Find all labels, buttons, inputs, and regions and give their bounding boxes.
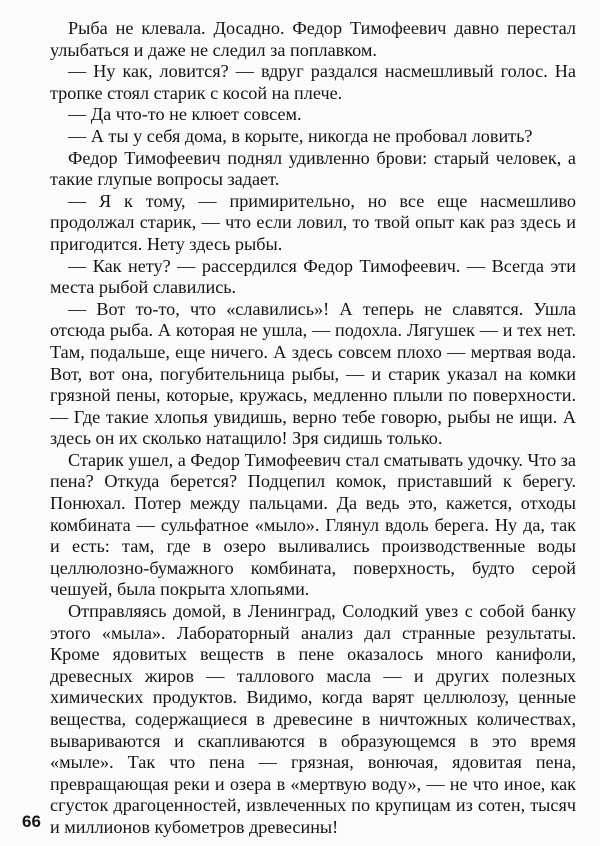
page-number: 66 [22, 812, 41, 831]
paragraph: Отправляясь домой, в Ленинград, Солодкий увез с собой банку этого «мыла». Лабораторный анализ дал странные результаты. Кроме ядовитых веществ в пене оказалось много канифоли, древесных жиров — таллового масла — и других полезных химических продуктов. Видимо, когда варят целлюлозу, ценные вещества, содержащиеся в древесине в ничтожных количествах, вывариваются и скапливаются в образующемся в это время «мыле». Так что пена — грязная, вонючая, ядовитая пена, превращающая реки и озера в «мертвую воду», — не что иное, как сгусток драгоценностей, извлеченных по крупицам из сотен, тысяч и миллионов кубометров древесины! [50, 601, 576, 837]
paragraph: — Да что-то не клюет совсем. [68, 104, 302, 125]
paragraph: Рыба не клевала. Досадно. Федор Тимофеевич давно перестал улыбаться и даже не следил за поплавком. [50, 18, 576, 60]
paragraph: Старик ушел, а Федор Тимофеевич стал сматывать удочку. Что за пена? Откуда берется? Подцепил комок, приставший к берегу. Понюхал. Потер между пальцами. Да ведь это, кажется, отходы комбината — сульфатное «мыло». Глянул вдоль берега. Ну да, так и есть: там, где в озеро выливались производственные воды целлюлозно-бумажного комбината, поверхность, будто серой чешуей, была покрыта хлопьями. [50, 449, 576, 600]
paragraph: — Ну как, ловится? — вдруг раздался насмешливый голос. На тропке стоял старик с косой на плече. [50, 61, 576, 103]
paragraph: — А ты у себя дома, в корыте, никогда не пробовал ловить? [68, 125, 533, 146]
body-text [50, 18, 576, 839]
paragraph: — Я к тому, — примирительно, но все еще насмешливо продолжал старик, — что если ловил, то твой опыт как раз здесь и пригодится. Нету здесь рыбы. [50, 190, 576, 254]
paragraph: Федор Тимофеевич поднял удивленно брови: старый человек, а такие глупые вопросы задает. [50, 147, 576, 190]
paragraph: — Вот то-то, что «славились»! А теперь не славятся. Ушла отсюда рыба. А которая не ушла, — подохла. Лягушек — и тех нет. Там, подальше, еще ничего. А здесь совсем плохо — мертвая вода. Вот, вот она, погубительница рыбы, — и старик указал на комки грязной пены, которые, кружась, медленно плыли по поверхности. — Где такие хлопья увидишь, верно тебе говорю, рыбы не ищи. А здесь он их сколько натащило! Зря сидишь только. [50, 298, 576, 449]
paragraph: — Как нету? — рассердился Федор Тимофеевич. — Всегда эти места рыбой славились. [50, 255, 576, 298]
